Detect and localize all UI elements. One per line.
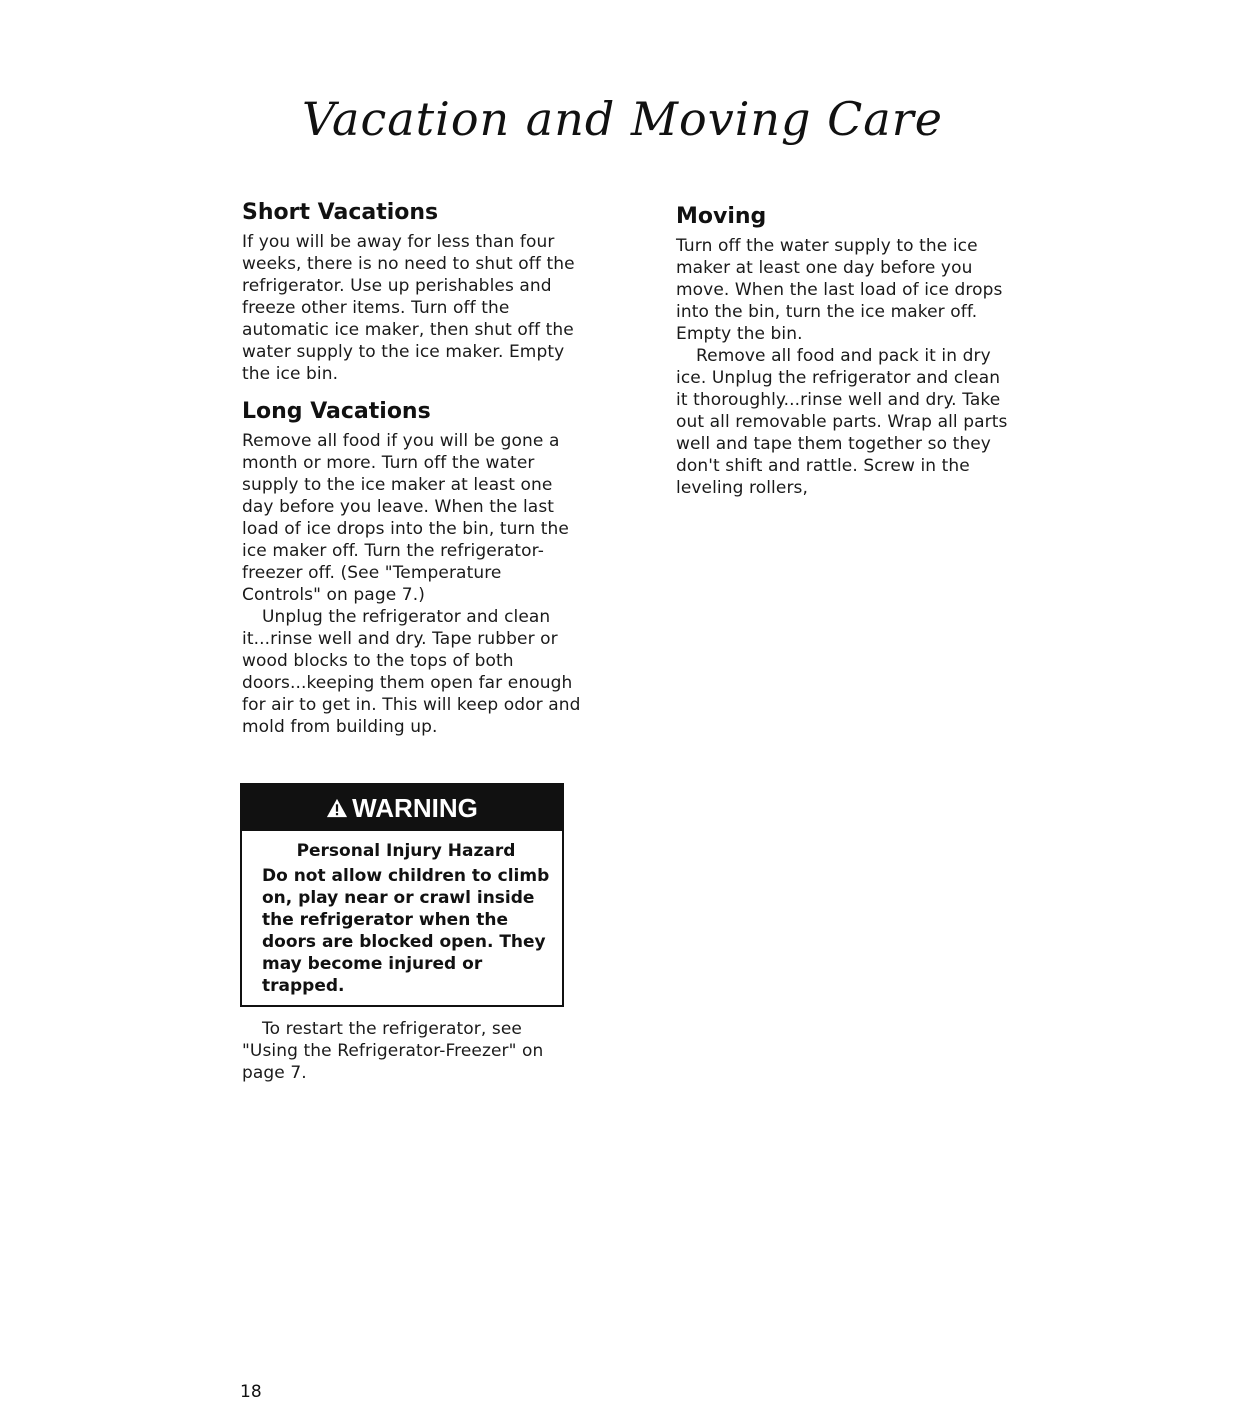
page-title: Vacation and Moving Care [302,92,943,146]
right-column [676,204,1016,499]
long-vacations-paragraph-2: Unplug the refrigerator and clean it...rinse well and dry. Tape rubber or wood blocks to the tops of both doors...keeping them open far enough for air to get in. This will keep odor and mold from building up. [242,607,581,737]
short-vacations-heading: Short Vacations [242,200,439,225]
warning-subtitle: Personal Injury Hazard [296,841,516,861]
warning-text: Do not allow children to climb on, play near or crawl inside the refrigerator when the doors are blocked open. They may become injured or trapped. [262,866,550,996]
warning-box [240,783,564,1007]
moving-heading: Moving [676,204,767,229]
warning-label: WARNING [352,792,478,823]
left-column [242,200,582,738]
short-vacations-text: If you will be away for less than four weeks, there is no need to shut off the refrigerator. Use up perishables and freeze other items. Turn off the automatic ice maker, then shut off the water supply to the ice maker. Empty the ice bin. [242,232,575,384]
warning-header [242,785,562,831]
moving-paragraph-1: Turn off the water supply to the ice maker at least one day before you move. When the last load of ice drops into the bin, turn the ice maker off. Empty the bin. [676,236,1003,344]
moving-paragraph-2: Remove all food and pack it in dry ice. Unplug the refrigerator and clean it thoroughly...rinse well and dry. Take out all removable parts. Wrap all parts well and tape them together so they don't shift and rattle. Screw in the leveling rollers, [676,346,1008,498]
restart-section [242,1018,572,1084]
long-vacations-heading: Long Vacations [242,399,431,424]
long-vacations-paragraph-1: Remove all food if you will be gone a month or more. Turn off the water supply to the ice maker at least one day before you leave. When the last load of ice drops into the bin, turn the ice maker off. Turn the refrigerator-freezer off. (See "Temperature Controls" on page 7.) [242,431,569,605]
warning-triangle-icon [326,797,348,819]
warning-body [242,831,562,997]
restart-text: To restart the refrigerator, see "Using the Refrigerator-Freezer" on page 7. [242,1019,544,1083]
page-number: 18 [240,1382,262,1402]
